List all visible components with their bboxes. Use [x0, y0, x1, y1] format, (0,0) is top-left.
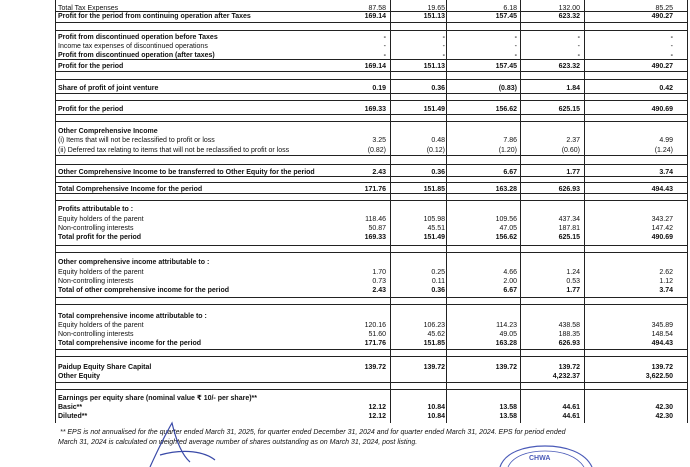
cell-value: 1.77: [566, 169, 580, 176]
cell-value: 343.27: [651, 216, 673, 223]
cell-value: -: [514, 34, 517, 41]
seal-lettering: CHWA: [529, 455, 551, 462]
cell-value: 118.46: [365, 216, 386, 223]
cell-value: 625.15: [558, 234, 580, 241]
cell-value: 156.62: [495, 234, 517, 241]
cell-value: (1.20): [498, 147, 517, 154]
row-label: Total comprehensive income attributable to :: [58, 313, 207, 320]
row-label: Other comprehensive income attributable to :: [58, 259, 210, 266]
cell-value: (0.82): [367, 147, 386, 154]
row-label: (ii) Deferred tax relating to items that will not be reclassified to profit or loss: [58, 147, 290, 154]
cell-value: 0.42: [659, 85, 673, 92]
cell-value: 171.76: [364, 186, 386, 193]
cell-value: 87.58: [368, 5, 386, 12]
cell-value: 0.36: [431, 169, 445, 176]
cell-value: 7.86: [503, 137, 517, 144]
cell-value: 50.87: [368, 225, 386, 232]
cell-value: 44.61: [562, 413, 580, 420]
cell-value: (0.60): [561, 147, 580, 154]
cell-value: 42.30: [655, 404, 673, 411]
cell-value: -: [442, 34, 445, 41]
cell-value: -: [383, 34, 386, 41]
row-label: Non-controlling interests: [58, 331, 134, 338]
cell-value: 44.61: [562, 404, 580, 411]
cell-value: 169.33: [364, 234, 386, 241]
cell-value: 85.25: [655, 5, 673, 12]
row-label: Profit for the period: [58, 106, 124, 113]
cell-value: 490.69: [651, 106, 673, 113]
cell-value: -: [514, 52, 517, 59]
cell-value: 45.62: [427, 331, 445, 338]
cell-value: 0.11: [431, 278, 445, 285]
cell-value: 187.81: [558, 225, 580, 232]
cell-value: 163.28: [495, 340, 517, 347]
cell-value: 2.43: [372, 169, 386, 176]
row-label: Paidup Equity Share Capital: [58, 364, 152, 371]
row-label: Total comprehensive income for the period: [58, 340, 202, 347]
cell-value: 623.32: [558, 13, 580, 20]
cell-value: 13.58: [499, 413, 517, 420]
cell-value: 494.43: [651, 186, 673, 193]
cell-value: 139.72: [558, 364, 580, 371]
cell-value: 490.27: [651, 13, 673, 20]
row-label: Diluted**: [58, 413, 88, 420]
cell-value: 157.45: [495, 63, 517, 70]
cell-value: 109.56: [495, 216, 517, 223]
cell-value: 0.53: [566, 278, 580, 285]
row-label: Non-controlling interests: [58, 225, 134, 232]
cell-value: 169.14: [364, 63, 386, 70]
row-label: (i) Items that will not be reclassified to profit or loss: [58, 137, 215, 144]
cell-value: 3.25: [372, 137, 386, 144]
cell-value: 2.43: [372, 287, 386, 294]
cell-value: 47.05: [499, 225, 517, 232]
cell-value: 132.00: [558, 5, 580, 12]
cell-value: 625.15: [558, 106, 580, 113]
row-label: Equity holders of the parent: [58, 322, 144, 329]
cell-value: 1.12: [659, 278, 673, 285]
row-label: Non-controlling interests: [58, 278, 134, 285]
cell-value: (1.24): [654, 147, 673, 154]
cell-value: 4.66: [503, 269, 517, 276]
footnote-line: ** EPS is not annualised for the quarter ended March 31, 2025, for quarter ended December 31, 2024 and for quarter ended March 31, 2024. EPS for period ended: [60, 429, 566, 436]
cell-value: -: [577, 43, 580, 50]
cell-value: 151.13: [423, 63, 445, 70]
cell-value: 2.00: [503, 278, 517, 285]
cell-value: -: [383, 52, 386, 59]
row-label: Equity holders of the parent: [58, 269, 144, 276]
cell-value: 106.23: [423, 322, 445, 329]
cell-value: 51.60: [368, 331, 386, 338]
cell-value: 626.93: [558, 186, 580, 193]
cell-value: 45.51: [427, 225, 445, 232]
cell-value: 3.74: [659, 169, 673, 176]
cell-value: 10.84: [427, 404, 445, 411]
row-label: Total Tax Expenses: [58, 5, 119, 12]
cell-value: 1.70: [372, 269, 386, 276]
cell-value: 0.48: [431, 137, 445, 144]
cell-value: 139.72: [364, 364, 386, 371]
cell-value: 13.58: [499, 404, 517, 411]
cell-value: 120.16: [364, 322, 386, 329]
cell-value: 139.72: [495, 364, 517, 371]
cell-value: -: [514, 43, 517, 50]
cell-value: 163.28: [495, 186, 517, 193]
row-label: Profit from discontinued operation (after taxes): [58, 52, 215, 59]
row-label: Total Comprehensive Income for the period: [58, 186, 203, 193]
cell-value: (0.83): [498, 85, 517, 92]
cell-value: 151.85: [423, 340, 445, 347]
cell-value: 0.73: [372, 278, 386, 285]
cell-value: -: [383, 43, 386, 50]
cell-value: 0.25: [431, 269, 445, 276]
cell-value: 4.99: [659, 137, 673, 144]
cell-value: 494.43: [651, 340, 673, 347]
row-label: Profit from discontinued operation before Taxes: [58, 34, 218, 41]
cell-value: 151.49: [423, 106, 445, 113]
row-label: Other Comprehensive Income: [58, 128, 158, 135]
row-label: Income tax expenses of discontinued operations: [58, 43, 208, 50]
cell-value: 3.74: [659, 287, 673, 294]
cell-value: 6.67: [503, 287, 517, 294]
cell-value: -: [670, 34, 673, 41]
cell-value: 4,232.37: [552, 373, 580, 380]
cell-value: (0.12): [426, 147, 445, 154]
signature-stroke: [150, 423, 215, 467]
cell-value: 1.84: [566, 85, 580, 92]
cell-value: -: [577, 52, 580, 59]
cell-value: 0.19: [372, 85, 386, 92]
cell-value: 151.49: [423, 234, 445, 241]
cell-value: -: [442, 52, 445, 59]
row-label: Other Equity: [58, 373, 101, 380]
cell-value: 1.77: [566, 287, 580, 294]
row-label: Profits attributable to :: [58, 206, 134, 213]
row-label: Profit for the period: [58, 63, 124, 70]
cell-value: 12.12: [368, 413, 386, 420]
cell-value: 626.93: [558, 340, 580, 347]
cell-value: 139.72: [423, 364, 445, 371]
cell-value: 147.42: [651, 225, 673, 232]
cell-value: 171.76: [364, 340, 386, 347]
cell-value: 49.05: [499, 331, 517, 338]
cell-value: 148.54: [651, 331, 673, 338]
row-label: Earnings per equity share (nominal value ₹ 10/- per share)**: [58, 395, 257, 402]
cell-value: 6.67: [503, 169, 517, 176]
cell-value: 1.24: [566, 269, 580, 276]
cell-value: 151.13: [423, 13, 445, 20]
cell-value: 188.35: [558, 331, 580, 338]
cell-value: 114.23: [496, 322, 517, 329]
cell-value: -: [577, 34, 580, 41]
cell-value: 2.37: [566, 137, 580, 144]
row-label: Share of profit of joint venture: [58, 85, 159, 92]
cell-value: 438.58: [558, 322, 580, 329]
cell-value: 105.98: [423, 216, 445, 223]
cell-value: 490.27: [651, 63, 673, 70]
cell-value: 345.89: [651, 322, 673, 329]
cell-value: 42.30: [655, 413, 673, 420]
cell-value: 3,622.50: [645, 373, 673, 380]
cell-value: 490.69: [651, 234, 673, 241]
cell-value: 169.33: [364, 106, 386, 113]
cell-value: 10.84: [427, 413, 445, 420]
footnote-line: March 31, 2024 is calculated on weighted average number of shares outstanding as on March 31, 2024, post listing.: [58, 439, 418, 446]
cell-value: 623.32: [558, 63, 580, 70]
row-label: Total of other comprehensive income for the period: [58, 287, 230, 294]
row-label: Other Comprehensive Income to be transferred to Other Equity for the period: [58, 169, 315, 176]
cell-value: 169.14: [364, 13, 386, 20]
cell-value: 0.36: [431, 85, 445, 92]
cell-value: -: [442, 43, 445, 50]
cell-value: 151.85: [423, 186, 445, 193]
cell-value: 19.65: [427, 5, 445, 12]
row-label: Total profit for the period: [58, 234, 142, 241]
cell-value: -: [670, 43, 673, 50]
row-label: Profit for the period from continuing operation after Taxes: [58, 13, 251, 20]
cell-value: 0.36: [431, 287, 445, 294]
cell-value: 157.45: [495, 13, 517, 20]
cell-value: 139.72: [651, 364, 673, 371]
cell-value: 6.18: [503, 5, 517, 12]
cell-value: 156.62: [495, 106, 517, 113]
cell-value: -: [670, 52, 673, 59]
row-label: Basic**: [58, 404, 83, 411]
cell-value: 437.34: [558, 216, 580, 223]
row-label: Equity holders of the parent: [58, 216, 144, 223]
cell-value: 12.12: [368, 404, 386, 411]
cell-value: 2.62: [659, 269, 673, 276]
